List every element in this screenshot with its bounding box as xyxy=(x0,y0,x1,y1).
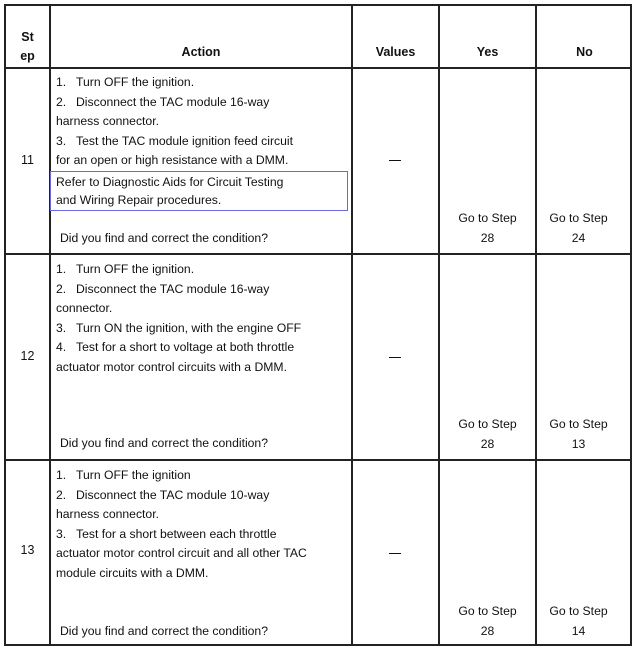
step-number: 12 xyxy=(20,349,35,363)
step-number: 11 xyxy=(21,153,34,167)
header-yes: Yes xyxy=(476,45,499,59)
action-line: 2. Disconnect the TAC module 16-way xyxy=(56,281,270,296)
step-number: 13 xyxy=(20,543,35,557)
action-line: 2. Disconnect the TAC module 16-way xyxy=(56,94,270,109)
header-step-line2: ep xyxy=(20,49,35,63)
action-line: connector. xyxy=(56,301,113,315)
values-dash xyxy=(389,160,401,161)
header-no: No xyxy=(576,45,593,59)
action-line: actuator motor control circuit and all other TAC xyxy=(56,546,307,560)
action-line: harness connector. xyxy=(56,114,159,128)
action-line: 3. Test the TAC module ignition feed circuit xyxy=(56,133,293,148)
action-line: 1. Turn OFF the ignition. xyxy=(56,75,195,89)
action-line: 4. Test for a short to voltage at both throttle xyxy=(56,340,295,354)
values-dash xyxy=(389,357,401,358)
action-line: harness connector. xyxy=(56,507,159,521)
question-text: Did you find and correct the condition? xyxy=(60,436,268,450)
action-line: 1. Turn OFF the ignition. xyxy=(56,262,195,276)
action-cell xyxy=(51,260,347,377)
row-divider-11 xyxy=(6,253,630,255)
reference-note-link[interactable]: Refer to Diagnostic Aids for Circuit Testing and Wiring Repair procedures. xyxy=(50,171,348,211)
action-line: 3. Test for a short between each throttle xyxy=(56,526,277,541)
yes-goto[interactable]: Go to Step 28 xyxy=(458,211,517,245)
action-cell xyxy=(51,73,347,211)
action-line: 1. Turn OFF the ignition xyxy=(56,468,191,482)
no-goto[interactable]: Go to Step 13 xyxy=(549,417,608,451)
header-step xyxy=(6,28,49,66)
yes-goto[interactable]: Go to Step 28 xyxy=(458,417,517,451)
action-cell xyxy=(51,466,347,583)
no-goto[interactable]: Go to Step 14 xyxy=(549,604,608,638)
column-divider-yes xyxy=(535,6,537,644)
no-goto[interactable]: Go to Step 24 xyxy=(549,211,608,245)
question-text: Did you find and correct the condition? xyxy=(60,624,268,638)
action-line: 2. Disconnect the TAC module 10-way xyxy=(56,487,270,502)
header-action: Action xyxy=(181,45,221,59)
row-divider-12 xyxy=(6,459,630,461)
question-text: Did you find and correct the condition? xyxy=(60,231,268,245)
action-line: actuator motor control circuits with a DMM. xyxy=(56,359,287,374)
action-line: module circuits with a DMM. xyxy=(56,565,209,580)
yes-goto[interactable]: Go to Step 28 xyxy=(458,604,517,638)
header-step-line1: St xyxy=(21,30,34,44)
column-divider-values xyxy=(438,6,440,644)
action-line: 3. Turn ON the ignition, with the engine OFF xyxy=(56,320,302,335)
header-divider xyxy=(6,67,630,69)
action-line: for an open or high resistance with a DMM. xyxy=(56,153,289,167)
header-values: Values xyxy=(375,45,416,59)
values-dash xyxy=(389,553,401,554)
column-divider-action xyxy=(351,6,353,644)
